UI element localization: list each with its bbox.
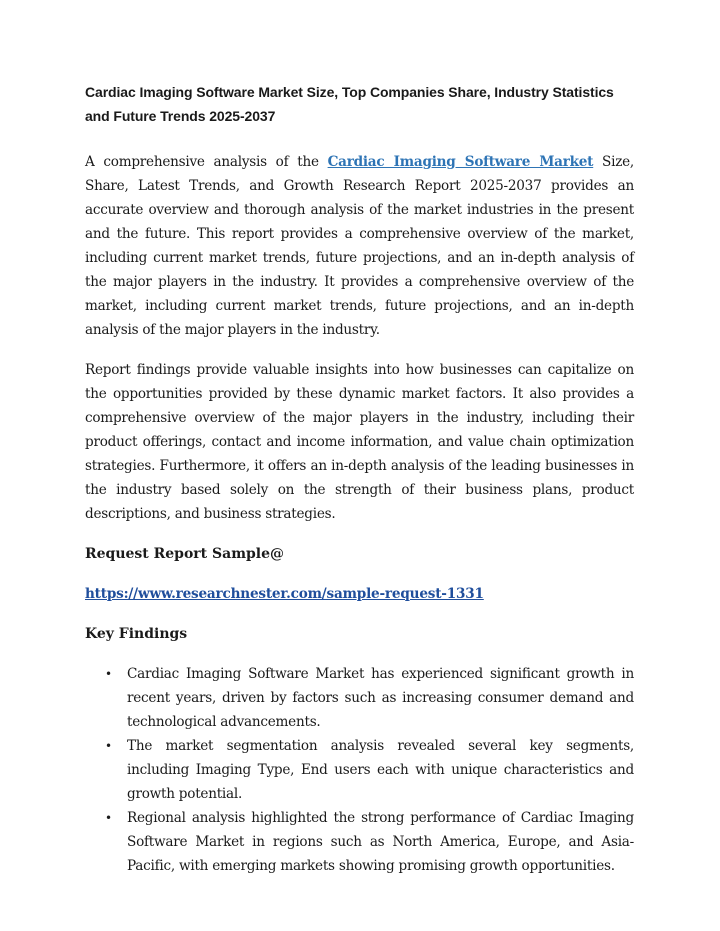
intro-text-before-link: A comprehensive analysis of the — [85, 154, 328, 170]
bullet-icon: • — [105, 811, 112, 825]
market-report-link[interactable]: Cardiac Imaging Software Market — [327, 154, 594, 170]
key-findings-heading: Key Findings — [85, 626, 188, 642]
intro-text-after-link: Size, Share, Latest Trends, and Growth Research Report 2025-2037 provides an accurate overview and thorough analysis of the market industries in the present and the future. This report provides a comprehensive overview of the market, including current market trends, future projections, and an in-depth analysis of the major players in the industry. It provides a comprehensive overview of the market, including current market trends, future projections, and an in-depth analysis of the major players in the industry. — [85, 154, 635, 338]
bullet-icon: • — [105, 739, 112, 753]
list-item — [105, 734, 634, 806]
document-title: Cardiac Imaging Software Market Size, Top Companies Share, Industry Statistics and Future Trends 2025-2037 — [85, 84, 614, 124]
intro-paragraph — [85, 150, 634, 342]
key-finding-text: Regional analysis highlighted the strong performance of Cardiac Imaging Software Market in regions such as North America, Europe, and Asia-Pacific, with emerging markets showing promising growth opportunities. — [127, 810, 634, 874]
key-finding-text: The market segmentation analysis revealed several key segments, including Imaging Type, End users each with unique characteristics and growth potential. — [127, 738, 634, 802]
findings-summary-paragraph: Report findings provide valuable insights into how businesses can capitalize on the opportunities provided by these dynamic market factors. It also provides a comprehensive overview of the major players in the industry, including their product offerings, contact and income information, and value chain optimization strategies. Furthermore, it offers an in-depth analysis of the leading businesses in the industry based solely on the strength of their business plans, product descriptions, and business strategies. — [85, 362, 634, 522]
list-item — [105, 662, 634, 734]
sample-request-link[interactable]: https://www.researchnester.com/sample-request-1331 — [85, 586, 484, 602]
key-finding-text: Cardiac Imaging Software Market has experienced significant growth in recent years, driven by factors such as increasing consumer demand and technological advancements. — [127, 666, 634, 730]
list-item — [105, 806, 634, 878]
document-page — [85, 80, 634, 878]
key-findings-list — [85, 662, 634, 878]
sample-request-heading: Request Report Sample@ — [85, 546, 285, 562]
bullet-icon: • — [105, 667, 112, 681]
